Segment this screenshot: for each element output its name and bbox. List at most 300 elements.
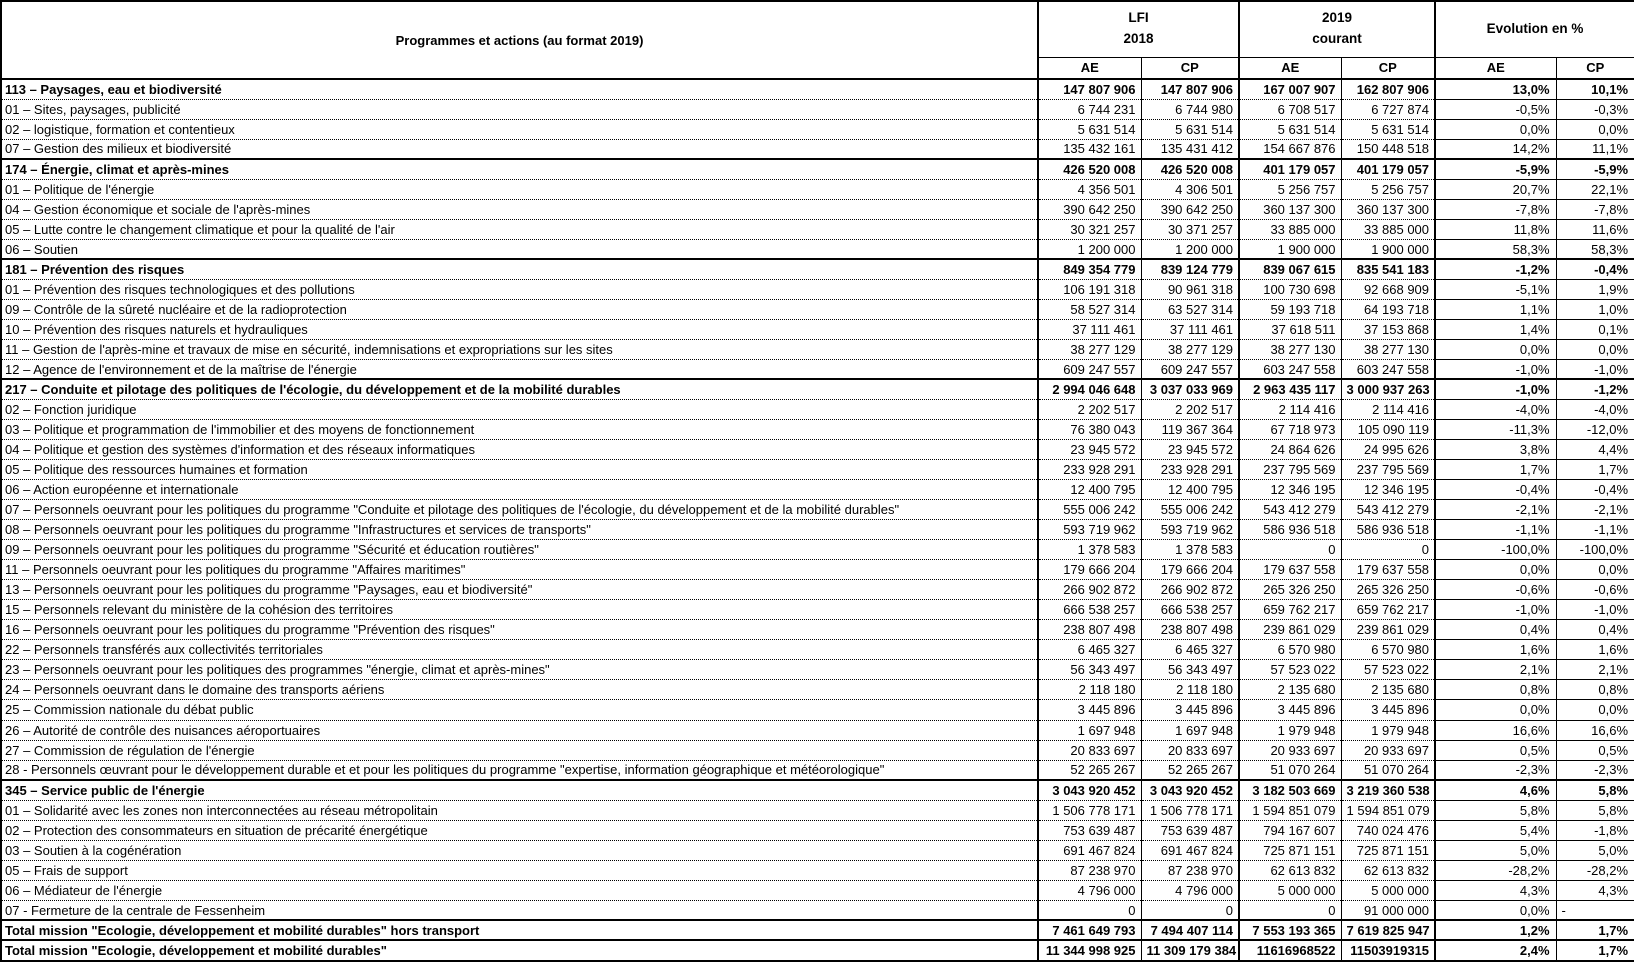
lfi-2018-cp-cell: 6 744 980 bbox=[1141, 99, 1239, 119]
evolution-cp-cell: 0,1% bbox=[1556, 319, 1634, 339]
lfi-2018-cp-cell: 1 378 583 bbox=[1141, 540, 1239, 560]
evolution-ae-cell: 2,1% bbox=[1435, 660, 1556, 680]
lfi-2018-cp-cell: 233 928 291 bbox=[1141, 460, 1239, 480]
y2019-ae-cell: 2 135 680 bbox=[1239, 680, 1341, 700]
y2019-ae-cell: 100 730 698 bbox=[1239, 279, 1341, 299]
y2019-ae-cell: 154 667 876 bbox=[1239, 139, 1341, 159]
y2019-cp-cell: 239 861 029 bbox=[1341, 620, 1435, 640]
lfi-2018-cp-cell: 87 238 970 bbox=[1141, 860, 1239, 880]
y2019-cp-cell: 586 936 518 bbox=[1341, 520, 1435, 540]
evolution-ae-cell: 0,0% bbox=[1435, 339, 1556, 359]
evolution-ae-cell: 0,0% bbox=[1435, 900, 1556, 920]
lfi-2018-cp-cell: 1 697 948 bbox=[1141, 720, 1239, 740]
lfi-2018-ae-cell: 147 807 906 bbox=[1038, 79, 1141, 99]
table-row bbox=[1, 199, 1634, 219]
row-label-cell: 15 – Personnels relevant du ministère de la cohésion des territoires bbox=[1, 600, 1038, 620]
evolution-ae-cell: 2,4% bbox=[1435, 940, 1556, 961]
y2019-cp-cell: 401 179 057 bbox=[1341, 159, 1435, 179]
y2019-cp-cell: 11503919315 bbox=[1341, 940, 1435, 961]
table-row bbox=[1, 680, 1634, 700]
lfi-2018-cp-cell: 4 796 000 bbox=[1141, 880, 1239, 900]
row-label-cell: 01 – Solidarité avec les zones non interconnectées au réseau métropolitain bbox=[1, 800, 1038, 820]
lfi-2018-cp-cell: 147 807 906 bbox=[1141, 79, 1239, 99]
lfi-2018-ae-cell: 1 200 000 bbox=[1038, 239, 1141, 259]
evolution-cp-cell: 16,6% bbox=[1556, 720, 1634, 740]
table-row bbox=[1, 580, 1634, 600]
y2019-cp-cell: 38 277 130 bbox=[1341, 339, 1435, 359]
lfi-2018-cp-cell: 119 367 364 bbox=[1141, 420, 1239, 440]
row-label-cell: 06 – Médiateur de l'énergie bbox=[1, 880, 1038, 900]
row-label-cell: 05 – Politique des ressources humaines et formation bbox=[1, 460, 1038, 480]
y2019-ae-cell: 1 900 000 bbox=[1239, 239, 1341, 259]
lfi-2018-cp-cell: 1 506 778 171 bbox=[1141, 800, 1239, 820]
lfi-2018-ae-cell: 593 719 962 bbox=[1038, 520, 1141, 540]
y2019-ae-cell: 33 885 000 bbox=[1239, 219, 1341, 239]
lfi-2018-ae-cell: 38 277 129 bbox=[1038, 339, 1141, 359]
table-row bbox=[1, 760, 1634, 780]
programs-column-header: Programmes et actions (au format 2019) bbox=[1, 1, 1038, 79]
lfi-2018-ae-cell: 4 796 000 bbox=[1038, 880, 1141, 900]
lfi-2018-ae-cell: 1 378 583 bbox=[1038, 540, 1141, 560]
row-label-cell: 113 – Paysages, eau et biodiversité bbox=[1, 79, 1038, 99]
lfi-2018-ae-cell: 1 697 948 bbox=[1038, 720, 1141, 740]
row-label-cell: 25 – Commission nationale du débat public bbox=[1, 700, 1038, 720]
group-header-line2: courant bbox=[1312, 31, 1362, 47]
y2019-cp-cell: 3 219 360 538 bbox=[1341, 780, 1435, 800]
table-row bbox=[1, 79, 1634, 99]
subheader-lfi-ae: AE bbox=[1038, 57, 1141, 79]
y2019-ae-cell: 5 256 757 bbox=[1239, 179, 1341, 199]
y2019-ae-cell: 659 762 217 bbox=[1239, 600, 1341, 620]
lfi-2018-ae-cell: 238 807 498 bbox=[1038, 620, 1141, 640]
evolution-cp-cell: 5,8% bbox=[1556, 780, 1634, 800]
lfi-2018-cp-cell: 593 719 962 bbox=[1141, 520, 1239, 540]
subheader-evo-ae: AE bbox=[1435, 57, 1556, 79]
y2019-ae-cell: 167 007 907 bbox=[1239, 79, 1341, 99]
y2019-cp-cell: 6 727 874 bbox=[1341, 99, 1435, 119]
evolution-ae-cell: 5,4% bbox=[1435, 820, 1556, 840]
y2019-ae-cell: 401 179 057 bbox=[1239, 159, 1341, 179]
row-label-cell: 345 – Service public de l'énergie bbox=[1, 780, 1038, 800]
evolution-ae-cell: 4,6% bbox=[1435, 780, 1556, 800]
evolution-cp-cell: -0,4% bbox=[1556, 480, 1634, 500]
y2019-ae-cell: 3 445 896 bbox=[1239, 700, 1341, 720]
row-label-cell: 04 – Politique et gestion des systèmes d'information et des réseaux informatiques bbox=[1, 440, 1038, 460]
table-row bbox=[1, 700, 1634, 720]
row-label-cell: 02 – Fonction juridique bbox=[1, 400, 1038, 420]
evolution-cp-cell: -7,8% bbox=[1556, 199, 1634, 219]
y2019-cp-cell: 105 090 119 bbox=[1341, 420, 1435, 440]
evolution-ae-cell: -1,0% bbox=[1435, 359, 1556, 379]
evolution-ae-cell: 13,0% bbox=[1435, 79, 1556, 99]
lfi-2018-ae-cell: 52 265 267 bbox=[1038, 760, 1141, 780]
evolution-cp-cell: 11,1% bbox=[1556, 139, 1634, 159]
evolution-cp-cell: 1,9% bbox=[1556, 279, 1634, 299]
evolution-cp-cell: 0,0% bbox=[1556, 119, 1634, 139]
table-row bbox=[1, 299, 1634, 319]
y2019-cp-cell: 7 619 825 947 bbox=[1341, 920, 1435, 940]
lfi-2018-cp-cell: 52 265 267 bbox=[1141, 760, 1239, 780]
evolution-ae-cell: 0,0% bbox=[1435, 700, 1556, 720]
lfi-2018-cp-cell: 3 445 896 bbox=[1141, 700, 1239, 720]
y2019-ae-cell: 839 067 615 bbox=[1239, 259, 1341, 279]
y2019-ae-cell: 360 137 300 bbox=[1239, 199, 1341, 219]
evolution-cp-cell: -28,2% bbox=[1556, 860, 1634, 880]
evolution-ae-cell: -100,0% bbox=[1435, 540, 1556, 560]
y2019-cp-cell: 2 135 680 bbox=[1341, 680, 1435, 700]
row-label-cell: 28 - Personnels œuvrant pour le développement durable et et pour les politiques du programme "expertise, information géographique et météorologique" bbox=[1, 760, 1038, 780]
table-row bbox=[1, 159, 1634, 179]
y2019-ae-cell: 603 247 558 bbox=[1239, 359, 1341, 379]
y2019-cp-cell: 1 900 000 bbox=[1341, 239, 1435, 259]
row-label-cell: 03 – Politique et programmation de l'immobilier et des moyens de fonctionnement bbox=[1, 420, 1038, 440]
evolution-cp-cell: -100,0% bbox=[1556, 540, 1634, 560]
row-label-cell: 10 – Prévention des risques naturels et hydrauliques bbox=[1, 319, 1038, 339]
y2019-ae-cell: 6 708 517 bbox=[1239, 99, 1341, 119]
y2019-ae-cell: 5 631 514 bbox=[1239, 119, 1341, 139]
y2019-ae-cell: 24 864 626 bbox=[1239, 440, 1341, 460]
lfi-2018-ae-cell: 390 642 250 bbox=[1038, 199, 1141, 219]
lfi-2018-ae-cell: 691 467 824 bbox=[1038, 840, 1141, 860]
subheader-lfi-cp: CP bbox=[1141, 57, 1239, 79]
table-header bbox=[1, 1, 1634, 79]
lfi-2018-cp-cell: 4 306 501 bbox=[1141, 179, 1239, 199]
evolution-ae-cell: 1,2% bbox=[1435, 920, 1556, 940]
group-header-lfi-2018 bbox=[1038, 1, 1239, 57]
y2019-ae-cell: 237 795 569 bbox=[1239, 460, 1341, 480]
table-row bbox=[1, 720, 1634, 740]
lfi-2018-ae-cell: 2 994 046 648 bbox=[1038, 379, 1141, 399]
y2019-cp-cell: 360 137 300 bbox=[1341, 199, 1435, 219]
evolution-cp-cell: -5,9% bbox=[1556, 159, 1634, 179]
evolution-cp-cell: 0,0% bbox=[1556, 560, 1634, 580]
lfi-2018-ae-cell: 56 343 497 bbox=[1038, 660, 1141, 680]
row-label-cell: 181 – Prévention des risques bbox=[1, 259, 1038, 279]
lfi-2018-cp-cell: 5 631 514 bbox=[1141, 119, 1239, 139]
y2019-cp-cell: 2 114 416 bbox=[1341, 400, 1435, 420]
row-label-cell: 08 – Personnels oeuvrant pour les politiques du programme "Infrastructures et services de transports" bbox=[1, 520, 1038, 540]
y2019-cp-cell: 20 933 697 bbox=[1341, 740, 1435, 760]
evolution-cp-cell: 1,6% bbox=[1556, 640, 1634, 660]
lfi-2018-cp-cell: 3 037 033 969 bbox=[1141, 379, 1239, 399]
y2019-cp-cell: 162 807 906 bbox=[1341, 79, 1435, 99]
evolution-cp-cell: -1,2% bbox=[1556, 379, 1634, 399]
evolution-cp-cell: 22,1% bbox=[1556, 179, 1634, 199]
lfi-2018-ae-cell: 2 118 180 bbox=[1038, 680, 1141, 700]
row-label-cell: Total mission "Ecologie, développement et mobilité durables" hors transport bbox=[1, 920, 1038, 940]
evolution-cp-cell: -0,3% bbox=[1556, 99, 1634, 119]
y2019-ae-cell: 0 bbox=[1239, 540, 1341, 560]
lfi-2018-cp-cell: 56 343 497 bbox=[1141, 660, 1239, 680]
y2019-ae-cell: 586 936 518 bbox=[1239, 520, 1341, 540]
row-label-cell: 01 – Politique de l'énergie bbox=[1, 179, 1038, 199]
lfi-2018-ae-cell: 666 538 257 bbox=[1038, 600, 1141, 620]
lfi-2018-ae-cell: 30 321 257 bbox=[1038, 219, 1141, 239]
y2019-cp-cell: 64 193 718 bbox=[1341, 299, 1435, 319]
lfi-2018-cp-cell: 0 bbox=[1141, 900, 1239, 920]
row-label-cell: 23 – Personnels oeuvrant pour les politiques des programmes "énergie, climat et après-mines" bbox=[1, 660, 1038, 680]
row-label-cell: 03 – Soutien à la cogénération bbox=[1, 840, 1038, 860]
lfi-2018-cp-cell: 390 642 250 bbox=[1141, 199, 1239, 219]
evolution-cp-cell: 5,8% bbox=[1556, 800, 1634, 820]
y2019-cp-cell: 3 445 896 bbox=[1341, 700, 1435, 720]
table-row bbox=[1, 179, 1634, 199]
evolution-cp-cell: -2,3% bbox=[1556, 760, 1634, 780]
evolution-cp-cell: -4,0% bbox=[1556, 400, 1634, 420]
subheader-2019-cp: CP bbox=[1341, 57, 1435, 79]
evolution-ae-cell: -0,5% bbox=[1435, 99, 1556, 119]
row-label-cell: 04 – Gestion économique et sociale de l'après-mines bbox=[1, 199, 1038, 219]
evolution-ae-cell: -1,0% bbox=[1435, 600, 1556, 620]
table-row bbox=[1, 319, 1634, 339]
table-row bbox=[1, 359, 1634, 379]
lfi-2018-ae-cell: 4 356 501 bbox=[1038, 179, 1141, 199]
evolution-ae-cell: 1,4% bbox=[1435, 319, 1556, 339]
lfi-2018-cp-cell: 7 494 407 114 bbox=[1141, 920, 1239, 940]
lfi-2018-cp-cell: 609 247 557 bbox=[1141, 359, 1239, 379]
row-label-cell: 217 – Conduite et pilotage des politiques de l'écologie, du développement et de la mobilité durables bbox=[1, 379, 1038, 399]
evolution-ae-cell: 5,8% bbox=[1435, 800, 1556, 820]
y2019-cp-cell: 37 153 868 bbox=[1341, 319, 1435, 339]
lfi-2018-ae-cell: 3 043 920 452 bbox=[1038, 780, 1141, 800]
evolution-ae-cell: -1,1% bbox=[1435, 520, 1556, 540]
evolution-ae-cell: 4,3% bbox=[1435, 880, 1556, 900]
group-header-2019-courant bbox=[1239, 1, 1435, 57]
lfi-2018-ae-cell: 609 247 557 bbox=[1038, 359, 1141, 379]
table-row bbox=[1, 800, 1634, 820]
table-row bbox=[1, 480, 1634, 500]
y2019-ae-cell: 1 979 948 bbox=[1239, 720, 1341, 740]
table-row bbox=[1, 540, 1634, 560]
lfi-2018-ae-cell: 7 461 649 793 bbox=[1038, 920, 1141, 940]
evolution-ae-cell: -7,8% bbox=[1435, 199, 1556, 219]
y2019-cp-cell: 237 795 569 bbox=[1341, 460, 1435, 480]
evolution-ae-cell: 1,1% bbox=[1435, 299, 1556, 319]
table-row bbox=[1, 900, 1634, 920]
lfi-2018-ae-cell: 58 527 314 bbox=[1038, 299, 1141, 319]
y2019-cp-cell: 740 024 476 bbox=[1341, 820, 1435, 840]
table-row bbox=[1, 920, 1634, 940]
evolution-cp-cell: -1,0% bbox=[1556, 359, 1634, 379]
table-row bbox=[1, 620, 1634, 640]
row-label-cell: 01 – Sites, paysages, publicité bbox=[1, 99, 1038, 119]
y2019-cp-cell: 33 885 000 bbox=[1341, 219, 1435, 239]
row-label-cell: 11 – Personnels oeuvrant pour les politiques du programme "Affaires maritimes" bbox=[1, 560, 1038, 580]
table-row bbox=[1, 840, 1634, 860]
table-row bbox=[1, 600, 1634, 620]
y2019-ae-cell: 179 637 558 bbox=[1239, 560, 1341, 580]
table-row bbox=[1, 880, 1634, 900]
lfi-2018-cp-cell: 20 833 697 bbox=[1141, 740, 1239, 760]
table-row bbox=[1, 520, 1634, 540]
row-label-cell: 27 – Commission de régulation de l'énergie bbox=[1, 740, 1038, 760]
y2019-cp-cell: 5 631 514 bbox=[1341, 119, 1435, 139]
lfi-2018-ae-cell: 555 006 242 bbox=[1038, 500, 1141, 520]
lfi-2018-ae-cell: 1 506 778 171 bbox=[1038, 800, 1141, 820]
table-row bbox=[1, 139, 1634, 159]
y2019-cp-cell: 150 448 518 bbox=[1341, 139, 1435, 159]
table-row bbox=[1, 500, 1634, 520]
evolution-cp-cell: 58,3% bbox=[1556, 239, 1634, 259]
y2019-ae-cell: 12 346 195 bbox=[1239, 480, 1341, 500]
y2019-ae-cell: 2 963 435 117 bbox=[1239, 379, 1341, 399]
row-label-cell: 09 – Personnels oeuvrant pour les politiques du programme "Sécurité et éducation routières" bbox=[1, 540, 1038, 560]
y2019-ae-cell: 1 594 851 079 bbox=[1239, 800, 1341, 820]
row-label-cell: 22 – Personnels transférés aux collectivités territoriales bbox=[1, 640, 1038, 660]
lfi-2018-ae-cell: 266 902 872 bbox=[1038, 580, 1141, 600]
table-row bbox=[1, 219, 1634, 239]
y2019-cp-cell: 12 346 195 bbox=[1341, 480, 1435, 500]
y2019-ae-cell: 7 553 193 365 bbox=[1239, 920, 1341, 940]
evolution-ae-cell: 1,7% bbox=[1435, 460, 1556, 480]
lfi-2018-ae-cell: 6 465 327 bbox=[1038, 640, 1141, 660]
evolution-cp-cell: -1,8% bbox=[1556, 820, 1634, 840]
y2019-ae-cell: 794 167 607 bbox=[1239, 820, 1341, 840]
y2019-cp-cell: 57 523 022 bbox=[1341, 660, 1435, 680]
group-header-line2: 2018 bbox=[1123, 31, 1154, 47]
lfi-2018-ae-cell: 426 520 008 bbox=[1038, 159, 1141, 179]
evolution-cp-cell: -1,0% bbox=[1556, 600, 1634, 620]
evolution-ae-cell: 16,6% bbox=[1435, 720, 1556, 740]
evolution-ae-cell: 20,7% bbox=[1435, 179, 1556, 199]
lfi-2018-ae-cell: 135 432 161 bbox=[1038, 139, 1141, 159]
table-row bbox=[1, 420, 1634, 440]
lfi-2018-ae-cell: 6 744 231 bbox=[1038, 99, 1141, 119]
evolution-ae-cell: -0,6% bbox=[1435, 580, 1556, 600]
group-header-line1: 2019 bbox=[1322, 10, 1353, 26]
table-row bbox=[1, 279, 1634, 299]
evolution-ae-cell: 0,8% bbox=[1435, 680, 1556, 700]
row-label-cell: 07 - Fermeture de la centrale de Fessenheim bbox=[1, 900, 1038, 920]
y2019-cp-cell: 62 613 832 bbox=[1341, 860, 1435, 880]
y2019-cp-cell: 725 871 151 bbox=[1341, 840, 1435, 860]
table-row bbox=[1, 740, 1634, 760]
evolution-ae-cell: 1,6% bbox=[1435, 640, 1556, 660]
table-row bbox=[1, 660, 1634, 680]
lfi-2018-cp-cell: 753 639 487 bbox=[1141, 820, 1239, 840]
lfi-2018-cp-cell: 6 465 327 bbox=[1141, 640, 1239, 660]
table-row bbox=[1, 379, 1634, 399]
evolution-cp-cell: 1,7% bbox=[1556, 920, 1634, 940]
y2019-cp-cell: 3 000 937 263 bbox=[1341, 379, 1435, 399]
lfi-2018-cp-cell: 11 309 179 384 bbox=[1141, 940, 1239, 961]
evolution-cp-cell: 1,7% bbox=[1556, 940, 1634, 961]
evolution-ae-cell: -2,1% bbox=[1435, 500, 1556, 520]
y2019-ae-cell: 62 613 832 bbox=[1239, 860, 1341, 880]
subheader-evo-cp: CP bbox=[1556, 57, 1634, 79]
row-label-cell: Total mission "Ecologie, développement et mobilité durables" bbox=[1, 940, 1038, 961]
lfi-2018-ae-cell: 12 400 795 bbox=[1038, 480, 1141, 500]
lfi-2018-ae-cell: 76 380 043 bbox=[1038, 420, 1141, 440]
row-label-cell: 07 – Personnels oeuvrant pour les politiques du programme "Conduite et pilotage des politiques de l'écologie, du développement et de la mobilité durables" bbox=[1, 500, 1038, 520]
evolution-cp-cell: 4,4% bbox=[1556, 440, 1634, 460]
y2019-cp-cell: 51 070 264 bbox=[1341, 760, 1435, 780]
y2019-ae-cell: 3 182 503 669 bbox=[1239, 780, 1341, 800]
row-label-cell: 06 – Soutien bbox=[1, 239, 1038, 259]
evolution-ae-cell: 5,0% bbox=[1435, 840, 1556, 860]
lfi-2018-ae-cell: 5 631 514 bbox=[1038, 119, 1141, 139]
evolution-ae-cell: 14,2% bbox=[1435, 139, 1556, 159]
lfi-2018-ae-cell: 3 445 896 bbox=[1038, 700, 1141, 720]
evolution-ae-cell: -0,4% bbox=[1435, 480, 1556, 500]
lfi-2018-ae-cell: 87 238 970 bbox=[1038, 860, 1141, 880]
row-label-cell: 05 – Frais de support bbox=[1, 860, 1038, 880]
lfi-2018-cp-cell: 839 124 779 bbox=[1141, 259, 1239, 279]
row-label-cell: 24 – Personnels oeuvrant dans le domaine des transports aériens bbox=[1, 680, 1038, 700]
group-header-line1: LFI bbox=[1128, 10, 1149, 26]
subheader-2019-ae: AE bbox=[1239, 57, 1341, 79]
table-row bbox=[1, 460, 1634, 480]
lfi-2018-cp-cell: 426 520 008 bbox=[1141, 159, 1239, 179]
lfi-2018-cp-cell: 179 666 204 bbox=[1141, 560, 1239, 580]
evolution-ae-cell: 3,8% bbox=[1435, 440, 1556, 460]
evolution-cp-cell: -0,6% bbox=[1556, 580, 1634, 600]
table-row bbox=[1, 99, 1634, 119]
group-header-line1: Evolution en % bbox=[1486, 20, 1584, 36]
table-row bbox=[1, 440, 1634, 460]
row-label-cell: 16 – Personnels oeuvrant pour les politiques du programme "Prévention des risques" bbox=[1, 620, 1038, 640]
budget-table-body bbox=[1, 79, 1634, 961]
evolution-cp-cell: 0,5% bbox=[1556, 740, 1634, 760]
y2019-ae-cell: 725 871 151 bbox=[1239, 840, 1341, 860]
table-row bbox=[1, 339, 1634, 359]
evolution-ae-cell: -4,0% bbox=[1435, 400, 1556, 420]
table-row bbox=[1, 860, 1634, 880]
y2019-cp-cell: 24 995 626 bbox=[1341, 440, 1435, 460]
evolution-cp-cell: 10,1% bbox=[1556, 79, 1634, 99]
lfi-2018-cp-cell: 38 277 129 bbox=[1141, 339, 1239, 359]
evolution-ae-cell: -1,0% bbox=[1435, 379, 1556, 399]
row-label-cell: 06 – Action européenne et internationale bbox=[1, 480, 1038, 500]
lfi-2018-ae-cell: 37 111 461 bbox=[1038, 319, 1141, 339]
lfi-2018-ae-cell: 2 202 517 bbox=[1038, 400, 1141, 420]
evolution-cp-cell: 1,0% bbox=[1556, 299, 1634, 319]
lfi-2018-ae-cell: 753 639 487 bbox=[1038, 820, 1141, 840]
row-label-cell: 26 – Autorité de contrôle des nuisances aéroportuaires bbox=[1, 720, 1038, 740]
lfi-2018-cp-cell: 23 945 572 bbox=[1141, 440, 1239, 460]
y2019-ae-cell: 20 933 697 bbox=[1239, 740, 1341, 760]
evolution-cp-cell: -2,1% bbox=[1556, 500, 1634, 520]
row-label-cell: 09 – Contrôle de la sûreté nucléaire et de la radioprotection bbox=[1, 299, 1038, 319]
table-row bbox=[1, 820, 1634, 840]
group-header-evolution bbox=[1435, 1, 1634, 57]
lfi-2018-cp-cell: 238 807 498 bbox=[1141, 620, 1239, 640]
evolution-cp-cell: 0,0% bbox=[1556, 339, 1634, 359]
lfi-2018-cp-cell: 691 467 824 bbox=[1141, 840, 1239, 860]
lfi-2018-cp-cell: 12 400 795 bbox=[1141, 480, 1239, 500]
evolution-ae-cell: 0,0% bbox=[1435, 560, 1556, 580]
evolution-cp-cell: 5,0% bbox=[1556, 840, 1634, 860]
y2019-ae-cell: 37 618 511 bbox=[1239, 319, 1341, 339]
lfi-2018-ae-cell: 233 928 291 bbox=[1038, 460, 1141, 480]
lfi-2018-cp-cell: 2 118 180 bbox=[1141, 680, 1239, 700]
y2019-ae-cell: 11616968522 bbox=[1239, 940, 1341, 961]
evolution-cp-cell: 0,4% bbox=[1556, 620, 1634, 640]
evolution-ae-cell: 0,5% bbox=[1435, 740, 1556, 760]
evolution-cp-cell: -12,0% bbox=[1556, 420, 1634, 440]
lfi-2018-ae-cell: 179 666 204 bbox=[1038, 560, 1141, 580]
table-row bbox=[1, 400, 1634, 420]
lfi-2018-ae-cell: 23 945 572 bbox=[1038, 440, 1141, 460]
y2019-ae-cell: 543 412 279 bbox=[1239, 500, 1341, 520]
lfi-2018-ae-cell: 11 344 998 925 bbox=[1038, 940, 1141, 961]
evolution-ae-cell: -28,2% bbox=[1435, 860, 1556, 880]
y2019-ae-cell: 59 193 718 bbox=[1239, 299, 1341, 319]
lfi-2018-cp-cell: 37 111 461 bbox=[1141, 319, 1239, 339]
evolution-ae-cell: -2,3% bbox=[1435, 760, 1556, 780]
lfi-2018-cp-cell: 3 043 920 452 bbox=[1141, 780, 1239, 800]
row-label-cell: 174 – Énergie, climat et après-mines bbox=[1, 159, 1038, 179]
